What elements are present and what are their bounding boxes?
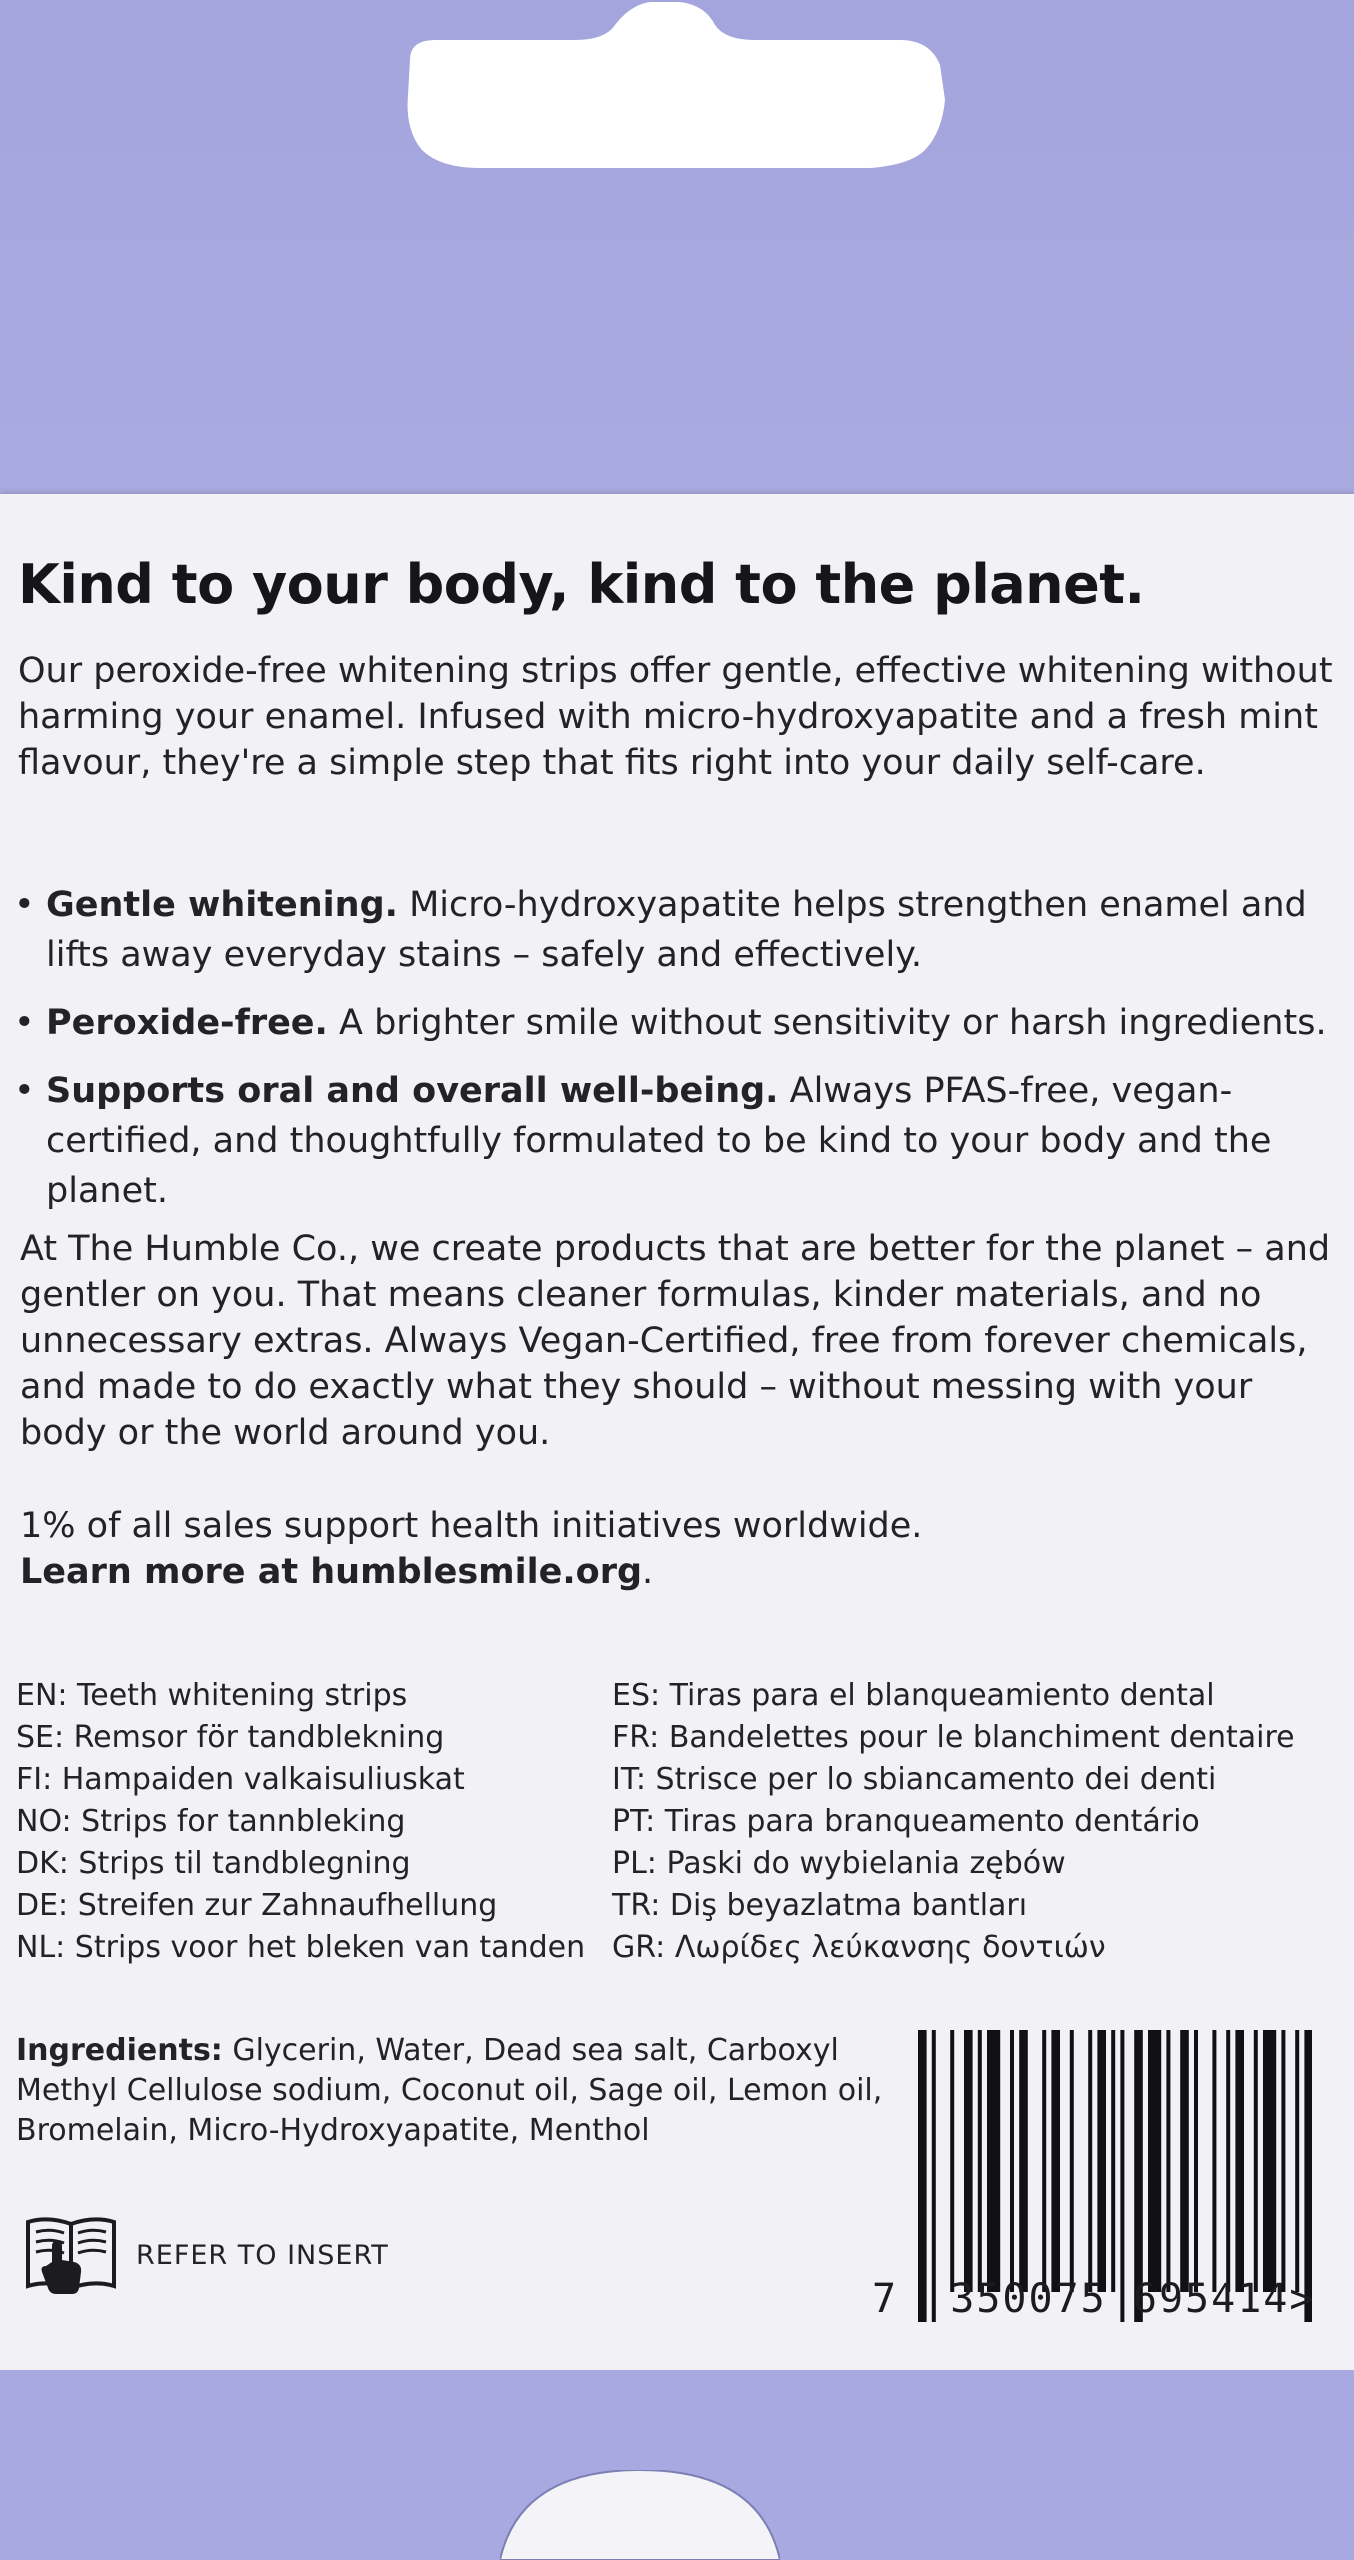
benefit-text: A brighter smile without sensitivity or harsh ingredients. [339, 1003, 1327, 1043]
barcode-bar [950, 2030, 954, 2292]
bullet-dot: • [14, 1071, 35, 1111]
ingredients [16, 2031, 896, 2151]
bullet-dot: • [14, 1003, 35, 1043]
translations-right [612, 1675, 1342, 1969]
benefit-item [14, 1066, 1344, 1216]
learn-more-link: Learn more at humblesmile.org [20, 1552, 643, 1592]
translation-item: DE: Streifen zur Zahnaufhellung [16, 1888, 498, 1923]
barcode-bar [1010, 2030, 1014, 2292]
about-paragraph: At The Humble Co., we create products that are better for the planet – and gentler on you. That means cleaner formulas, kinder materials, and no unnecessary extras. Always Vegan-Certified, free from forever chemicals, and made to do exactly what they should – without messing with your body or the world around you. [20, 1229, 1331, 1453]
sales-line: 1% of all sales support health initiatives worldwide. [20, 1506, 923, 1546]
barcode-bar [1070, 2030, 1074, 2292]
translation-item: FI: Hampaiden valkaisuliuskat [16, 1762, 465, 1797]
benefit-text: Always PFAS-free, vegan-certified, and thoughtfully formulated to be kind to your body and the planet. [46, 1071, 1272, 1211]
benefit-text: Micro-hydroxyapatite helps strengthen enamel and lifts away everyday stains – safely and effectively. [46, 885, 1307, 975]
barcode-bar [1194, 2030, 1198, 2292]
barcode-bar [1097, 2030, 1106, 2292]
book-with-hand-icon [22, 2206, 120, 2296]
ingredients-text: Glycerin, Water, Dead sea salt, Carboxyl Methyl Cellulose sodium, Coconut oil, Sage oil, Lemon oil, Bromelain, Micro-Hydroxyapatite, Menthol [16, 2033, 883, 2148]
barcode-bar [1254, 2030, 1258, 2292]
barcode-bar [1295, 2030, 1299, 2292]
barcode-bar [1111, 2030, 1115, 2292]
translation-item: FR: Bandelettes pour le blanchiment dentaire [612, 1720, 1295, 1755]
barcode-bar [1019, 2030, 1028, 2292]
translation-item: IT: Strisce per lo sbiancamento dei denti [612, 1762, 1217, 1797]
translation-item: SE: Remsor för tandblekning [16, 1720, 445, 1755]
headline: Kind to your body, kind to the planet. [18, 553, 1145, 616]
barcode-bar [1235, 2030, 1244, 2292]
translation-item: PT: Tiras para branqueamento dentário [612, 1804, 1200, 1839]
barcode-left-group: 350075 [950, 2276, 1107, 2322]
translation-item: GR: Λωρίδες λεύκανσης δοντιών [612, 1930, 1106, 1965]
benefit-title: Peroxide-free. [46, 1003, 328, 1043]
benefit-item [14, 880, 1344, 980]
sales-period: . [642, 1552, 654, 1592]
barcode-bar [987, 2030, 1000, 2292]
benefit-title: Supports oral and overall well-being. [46, 1071, 779, 1111]
translations-left [16, 1675, 606, 1969]
barcode-bar [964, 2030, 973, 2292]
barcode-bar [1051, 2030, 1060, 2292]
barcode-right-group: 695414 [1132, 2276, 1290, 2322]
sales-note [20, 1503, 1340, 1595]
barcode-bar [1148, 2030, 1161, 2292]
barcode-bar [1263, 2030, 1276, 2292]
barcode-bar [1212, 2030, 1216, 2292]
barcode-number [872, 2276, 1332, 2322]
translation-item: ES: Tiras para el blanqueamiento dental [612, 1678, 1215, 1713]
translation-item: NL: Strips voor het bleken van tanden [16, 1930, 586, 1965]
translation-item: NO: Strips for tannbleking [16, 1804, 406, 1839]
translation-item: PL: Paski do wybielania zębów [612, 1846, 1066, 1881]
barcode-bar [1180, 2030, 1189, 2292]
translation-item: TR: Diş beyazlatma bantları [612, 1888, 1028, 1923]
ingredients-label: Ingredients: [16, 2033, 223, 2068]
barcode-bar [978, 2030, 982, 2292]
barcode-bar [1281, 2030, 1285, 2292]
bullet-dot: • [14, 885, 35, 925]
barcode-bar [1088, 2030, 1092, 2292]
translation-item: EN: Teeth whitening strips [16, 1678, 408, 1713]
bottom-hole [500, 2470, 780, 2560]
benefit-item [14, 998, 1344, 1048]
hang-hole [370, 0, 970, 195]
translation-item: DK: Strips til tandblegning [16, 1846, 411, 1881]
barcode-bar [1042, 2030, 1046, 2292]
barcode-bar [1226, 2030, 1230, 2292]
intro-paragraph: Our peroxide-free whitening strips offer gentle, effective whitening without harming your enamel. Infused with micro-hydroxyapatite and a fresh mint flavour, they're a simple step that fits right into your daily self-care. [18, 651, 1333, 783]
barcode-end-mark: > [1289, 2276, 1316, 2322]
barcode-bar [1166, 2030, 1170, 2292]
refer-to-insert-label: REFER TO INSERT [136, 2240, 389, 2271]
barcode-first-digit: 7 [872, 2276, 899, 2322]
benefit-title: Gentle whitening. [46, 885, 398, 925]
benefit-list [14, 880, 1344, 1234]
